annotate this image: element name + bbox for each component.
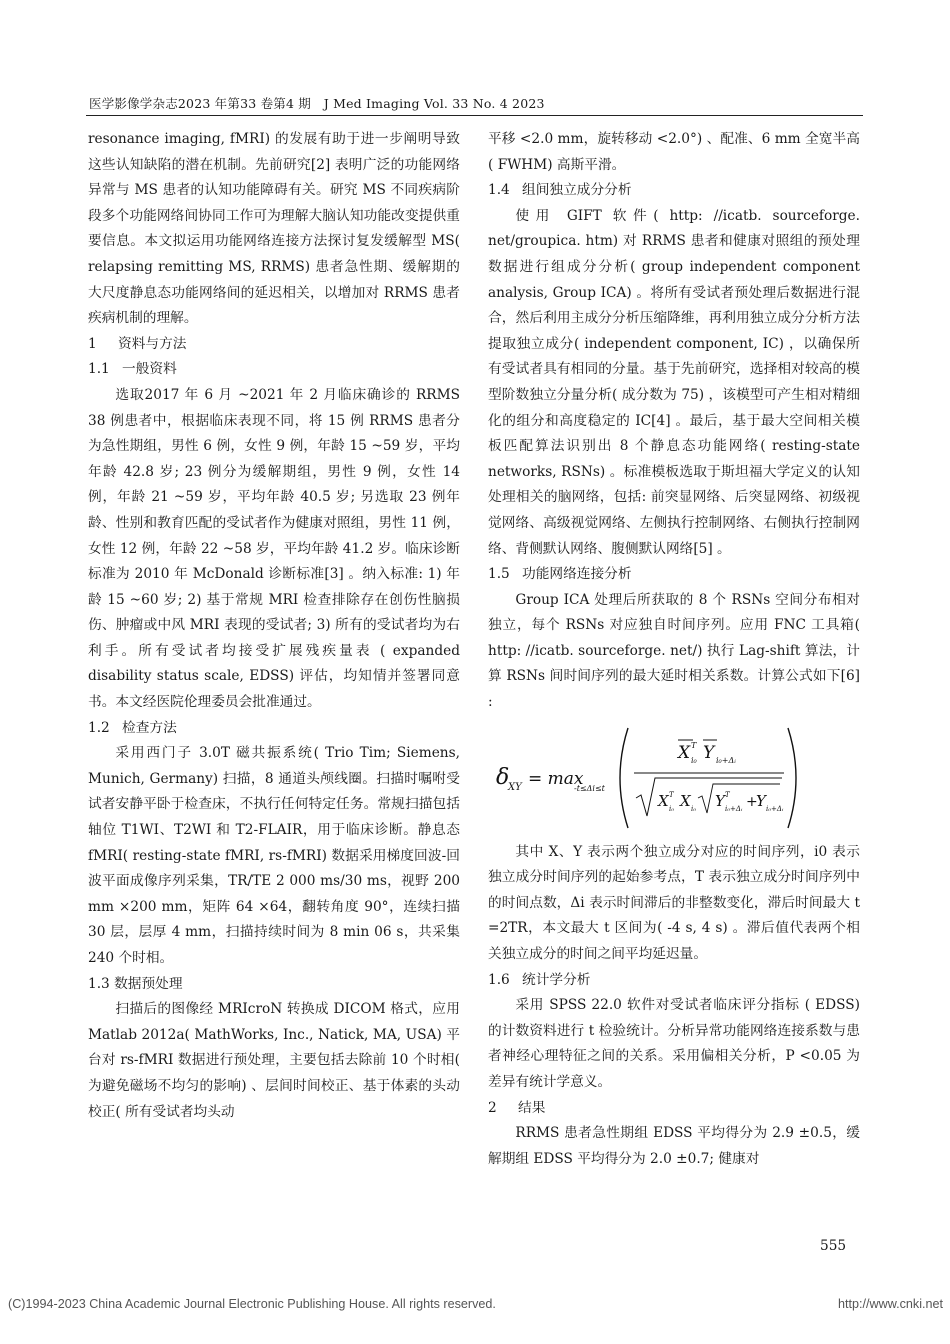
section-1-6-paragraph: 采用 SPSS 22.0 软件对受试者临床评分指标 ( EDSS) 的计数资料进行 t 检验统计。分析异常功能网络连接系数与患者神经心理特征之间的关系。采用偏相关分析，P <0.05 为差异有统计学意义。 [488,997,860,1090]
section-1-4-title: 组间独立成分分析 [522,182,632,199]
formula-den-y1: Y [715,791,725,810]
formula-num-i0: i₀ [691,755,697,765]
section-1-1-paragraph: 选取2017 年 6 月 ~2021 年 2 月临床确诊的 RRMS 38 例患者中，根据临床表现不同，将 15 例 RRMS 患者分为急性期组，男性 6 例，女性 9 例，年龄 15 ~59 岁，平均年龄 42.8 岁; 23 例分为缓解期组，男性 9 例，女性 14 例，年龄 21 ~59 岁，平均年龄 40.5 岁; 另选取 23 例年龄、性别和教育匹配的受试者作为健康对照组，男性 11 例，女性 12 例，年龄 22 ~58 岁，平均年龄 41.2 岁。临床诊断标准为 2010 年 McDonald 诊断标准[3] 。纳入标准: 1) 年龄 15 ~60 岁; 2) 基于常规 MRI 检查排除存在创伤性脑损伤、肿瘤或中风 MRI 表现的受试者; 3) 所有的受试者均为右利手。所有受试者均接受扩展残疾量表 ( expanded disability status scale, EDSS) 评估，均知情并签署同意书。本文经医院伦理委员会批准通过。 [88,386,460,711]
section-1-1-heading [88,357,460,383]
formula-num-x: X [678,742,691,763]
section-2-title: 结果 [518,1099,546,1116]
section-1-3-heading: 1.3 数据预处理 [88,975,183,992]
section-2-number: 2 [488,1099,497,1116]
section-1-number: 1 [88,335,97,352]
section-1-1-number: 1.1 [88,361,110,378]
lag-correlation-formula [488,720,860,832]
section-1-4-paragraph: 使用 GIFT 软件( http: //icatb. sourceforge. net/groupica. htm) 对 RRMS 患者和健康对照组的预处理数据进行组成分分析( group independent component analysis, Group ICA) 。将所有受试者预处理后数据进行混合，然后利用主成分分析压缩降维，再利用独立成分分析方法提取独立成分( independent component, IC) ，以确保所有受试者具有相同的分量。基于先前研究，选择相对较高的模型阶数独立分量分析( 成分数为 75) ，该模型可产生相对精细化的组分和高度稳定的 IC[4] 。最后，基于最大空间相关模板匹配算法识别出 8 个静息态功能网络( resting-state networks, RSNs) 。标准模板选取于斯坦福大学定义的认知处理相关的脑网络，包括: 前突显网络、后突显网络、初级视觉网络、高级视觉网络、左侧执行控制网络、右侧执行控制网络、背侧默认网络、腹侧默认网络[5] 。 [488,207,860,557]
section-1-title: 资料与方法 [118,335,187,352]
copyright-text: (C)1994-2023 China Academic Journal Electronic Publishing House. All rights reserved. [8,1297,496,1311]
formula-den-t2: T [725,790,730,799]
section-1-3-continued: 平移 <2.0 mm，旋转移动 <2.0°) 、配准、6 mm 全宽半高( FWHM) 高斯平滑。 [488,131,860,173]
section-1-5-after-formula: 其中 X、Y 表示两个独立成分对应的时间序列，i0 表示独立成分时间序列的起始参考点，T 表示独立成分时间序列中的时间点数，Δi 表示时间滞后的非整数变化，滞后时间最大 t =2TR，本文最大 t 区间为( -4 s, 4 s) 。滞后值代表两个相关独立成分的时间之间平均延迟量。 [488,843,860,963]
formula-den-x1: X [658,791,669,810]
section-1-3-paragraph: 扫描后的图像经 MRIcroN 转换成 DICOM 格式，应用 Matlab 2012a( MathWorks, Inc., Natick, MA, USA) 平台对 rs-fMRI 数据进行预处理，主要包括去除前 10 个时相( 为避免磁场不均匀的影响) 、层间时间校正、基于体素的头动校正( 所有受试者均头动 [88,1001,460,1120]
formula-num-i0-delta: i₀+Δᵢ [716,755,736,765]
section-1-4-heading [488,178,860,204]
section-1-2-title: 检查方法 [122,719,177,736]
right-column [488,127,860,1172]
section-1-6-number: 1.6 [488,971,510,988]
formula-den-i0d-2: i₀+Δᵢ [766,804,784,813]
section-1-5-heading [488,562,860,588]
formula-max-range: -t≤Δi≤t [574,783,605,793]
section-1-6-heading [488,968,860,994]
formula-graphic [488,720,860,832]
formula-den-i0-2: i₀ [691,804,697,813]
formula-delta: δ [496,764,510,790]
formula-num-y: Y [703,742,715,763]
section-1-5-title: 功能网络连接分析 [522,566,632,583]
formula-den-i0-1: i₀ [669,804,675,813]
formula-left-paren [620,728,628,828]
section-1-2-heading [88,716,460,742]
section-1-4-number: 1.4 [488,182,510,199]
section-1-2-number: 1.2 [88,719,110,736]
section-1-heading [88,332,460,358]
formula-subscript-xy: XY [508,781,522,793]
formula-den-y2: Y [756,791,766,810]
section-1-1-title: 一般资料 [122,361,177,378]
formula-max: = max [528,768,584,789]
formula-den-plus: + [746,793,758,810]
section-1-5-number: 1.5 [488,566,510,583]
section-1-6-title: 统计学分析 [522,971,591,988]
section-2-heading [488,1096,860,1122]
formula-num-t: T [691,740,697,750]
intro-paragraph: resonance imaging, fMRI) 的发展有助于进一步阐明导致这些认知缺陷的潜在机制。先前研究[2] 表明广泛的功能网络异常与 MS 患者的认知功能障碍有关。研究 MS 不同疾病阶段多个功能网络间协同工作可为理解大脑认知功能改变提供重要信息。本文拟运用功能网络连接方法探讨复发缓解型 MS( relapsing remitting MS, RRMS) 患者急性期、缓解期的大尺度静息态功能网络间的延迟相关，以增加对 RRMS 患者疾病机制的理解。 [88,131,460,327]
section-1-2-paragraph: 采用西门子 3.0T 磁共振系统( Trio Tim; Siemens, Munich, Germany) 扫描，8 通道头颅线圈。扫描时嘱咐受试者安静平卧于检查床，不执行任何特定任务。常规扫描包括轴位 T1WI、T2WI 和 T2-FLAIR，用于临床诊断。静息态 fMRI( resting-state fMRI, rs-fMRI) 数据采用梯度回波-回波平面成像序列采集，TR/TE 2 000 ms/30 ms，视野 200 mm ×200 mm，矩阵 64 ×64，翻转角度 90°，连续扫描 30 层，层厚 4 mm，扫描持续时间为 8 min 06 s，共采集 240 个时相。 [88,745,460,966]
cnki-url[interactable]: http://www.cnki.net [838,1297,943,1311]
running-header: 医学影像学杂志2023 年第33 卷第4 期 J Med Imaging Vol. 33 No. 4 2023 [89,96,545,111]
formula-den-x2: X [680,791,691,810]
section-1-5-paragraph: Group ICA 处理后所获取的 8 个 RSNs 空间分布相对独立，每个 RSNs 对应独自时间序列。应用 FNC 工具箱( http: //icatb. sourceforge. net/) 执行 Lag-shift 算法，计算 RSNs 间时间序列的最大延时相关系数。计算公式如下[6] : [488,591,860,711]
formula-den-t1: T [669,790,674,799]
footer [8,1297,943,1311]
section-2-paragraph: RRMS 患者急性期组 EDSS 平均得分为 2.9 ±0.5，缓解期组 EDSS 平均得分为 2.0 ±0.7; 健康对 [488,1125,860,1167]
header-rule [86,115,863,116]
formula-den-i0d-1: i₀+Δᵢ [725,804,743,813]
formula-right-paren [788,728,796,828]
page-number: 555 [820,1238,847,1254]
left-column [88,127,460,1125]
